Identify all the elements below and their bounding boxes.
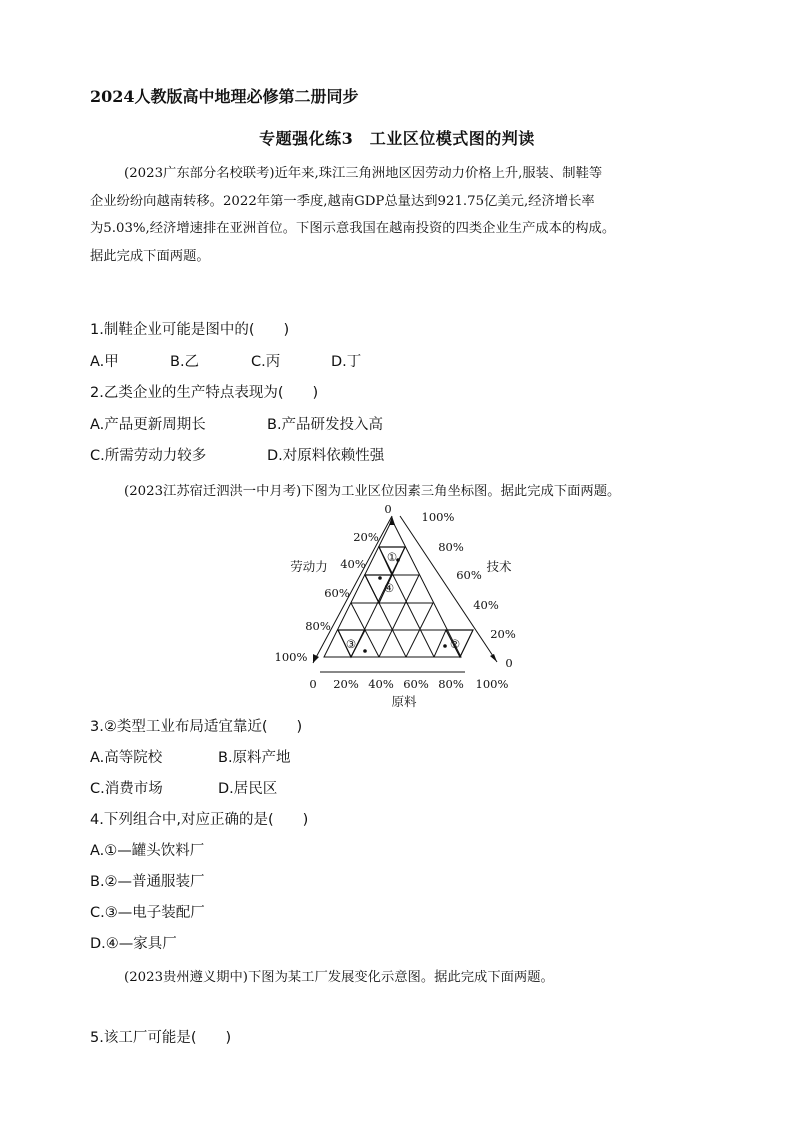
q4-option-b[interactable]: B.②—普通服装厂 <box>90 874 205 890</box>
right-tick: 0 <box>505 656 513 670</box>
q2-option-a[interactable]: A.产品更新周期长 <box>90 417 206 433</box>
q1-option-c[interactable]: C.丙 <box>251 354 281 370</box>
intro-line: (2023广东部分名校联考)近年来,珠江三角洲地区因劳动力价格上升,服装、制鞋等 <box>124 166 603 181</box>
right-tick: 100% <box>421 510 455 524</box>
document-header: 2024人教版高中地理必修第二册同步 <box>90 87 359 106</box>
marker-3: ③ <box>345 637 357 651</box>
q3-option-c[interactable]: C.消费市场 <box>90 781 163 797</box>
q1-option-d[interactable]: D.丁 <box>331 354 362 370</box>
left-tick: 80% <box>305 619 331 633</box>
bottom-tick: 20% <box>333 677 359 691</box>
intro-line: 为5.03%,经济增速排在亚洲首位。下图示意我国在越南投资的四类企业生产成本的构成。 <box>90 221 616 236</box>
right-tick: 20% <box>490 627 516 641</box>
question-4-stem: 4.下列组合中,对应正确的是( ) <box>90 812 309 828</box>
q2-option-d[interactable]: D.对原料依赖性强 <box>267 448 385 464</box>
right-tick: 60% <box>456 568 482 582</box>
q2-option-b[interactable]: B.产品研发投入高 <box>267 417 384 433</box>
q4-option-c[interactable]: C.③—电子装配厂 <box>90 905 205 921</box>
q1-option-a[interactable]: A.甲 <box>90 354 119 370</box>
left-tick: 40% <box>340 557 366 571</box>
question-5-stem: 5.该工厂可能是( ) <box>90 1030 232 1046</box>
right-tick: 80% <box>438 540 464 554</box>
bottom-tick: 80% <box>438 677 464 691</box>
marker-dot <box>363 649 367 653</box>
section-title: 专题强化练3 工业区位模式图的判读 <box>259 129 535 148</box>
bottom-tick: 0 <box>309 677 317 691</box>
marker-1: ① <box>386 550 398 564</box>
marker-4: ④ <box>383 581 395 595</box>
left-tick: 60% <box>324 586 350 600</box>
axis-title-labor: 劳动力 <box>290 559 328 574</box>
intro-line: 据此完成下面两题。 <box>90 248 210 264</box>
marker-dot <box>378 576 382 580</box>
left-tick: 0 <box>384 502 392 516</box>
q1-option-b[interactable]: B.乙 <box>170 354 200 370</box>
right-axis-arrowhead <box>490 654 497 662</box>
question-2-stem: 2.乙类企业的生产特点表现为( ) <box>90 385 319 401</box>
bottom-tick: 100% <box>475 677 509 691</box>
question-3-stem: 3.②类型工业布局适宜靠近( ) <box>90 719 303 735</box>
right-tick: 40% <box>473 598 499 612</box>
left-tick: 100% <box>274 650 308 664</box>
q3-option-a[interactable]: A.高等院校 <box>90 750 163 766</box>
q3-option-b[interactable]: B.原料产地 <box>218 750 291 766</box>
q4-option-d[interactable]: D.④—家具厂 <box>90 936 177 952</box>
marker-2: ② <box>449 637 461 651</box>
left-tick: 20% <box>353 530 379 544</box>
axis-title-raw: 原料 <box>391 694 417 709</box>
marker-dot <box>443 644 447 648</box>
q4-option-a[interactable]: A.①—罐头饮料厂 <box>90 843 205 859</box>
question-1-stem: 1.制鞋企业可能是图中的( ) <box>90 322 290 338</box>
q3-option-d[interactable]: D.居民区 <box>218 781 278 797</box>
bottom-tick: 40% <box>368 677 394 691</box>
source-note-3: (2023贵州遵义期中)下图为某工厂发展变化示意图。据此完成下面两题。 <box>124 970 554 985</box>
q2-option-c[interactable]: C.所需劳动力较多 <box>90 448 207 464</box>
intro-line: 企业纷纷向越南转移。2022年第一季度,越南GDP总量达到921.75亿美元,经济增长率 <box>90 193 595 209</box>
left-axis-arrowhead <box>313 654 319 663</box>
bottom-tick: 60% <box>403 677 429 691</box>
axis-title-tech: 技术 <box>486 559 512 574</box>
source-note-2: (2023江苏宿迁泗洪一中月考)下图为工业区位因素三角坐标图。据此完成下面两题。 <box>124 484 621 499</box>
